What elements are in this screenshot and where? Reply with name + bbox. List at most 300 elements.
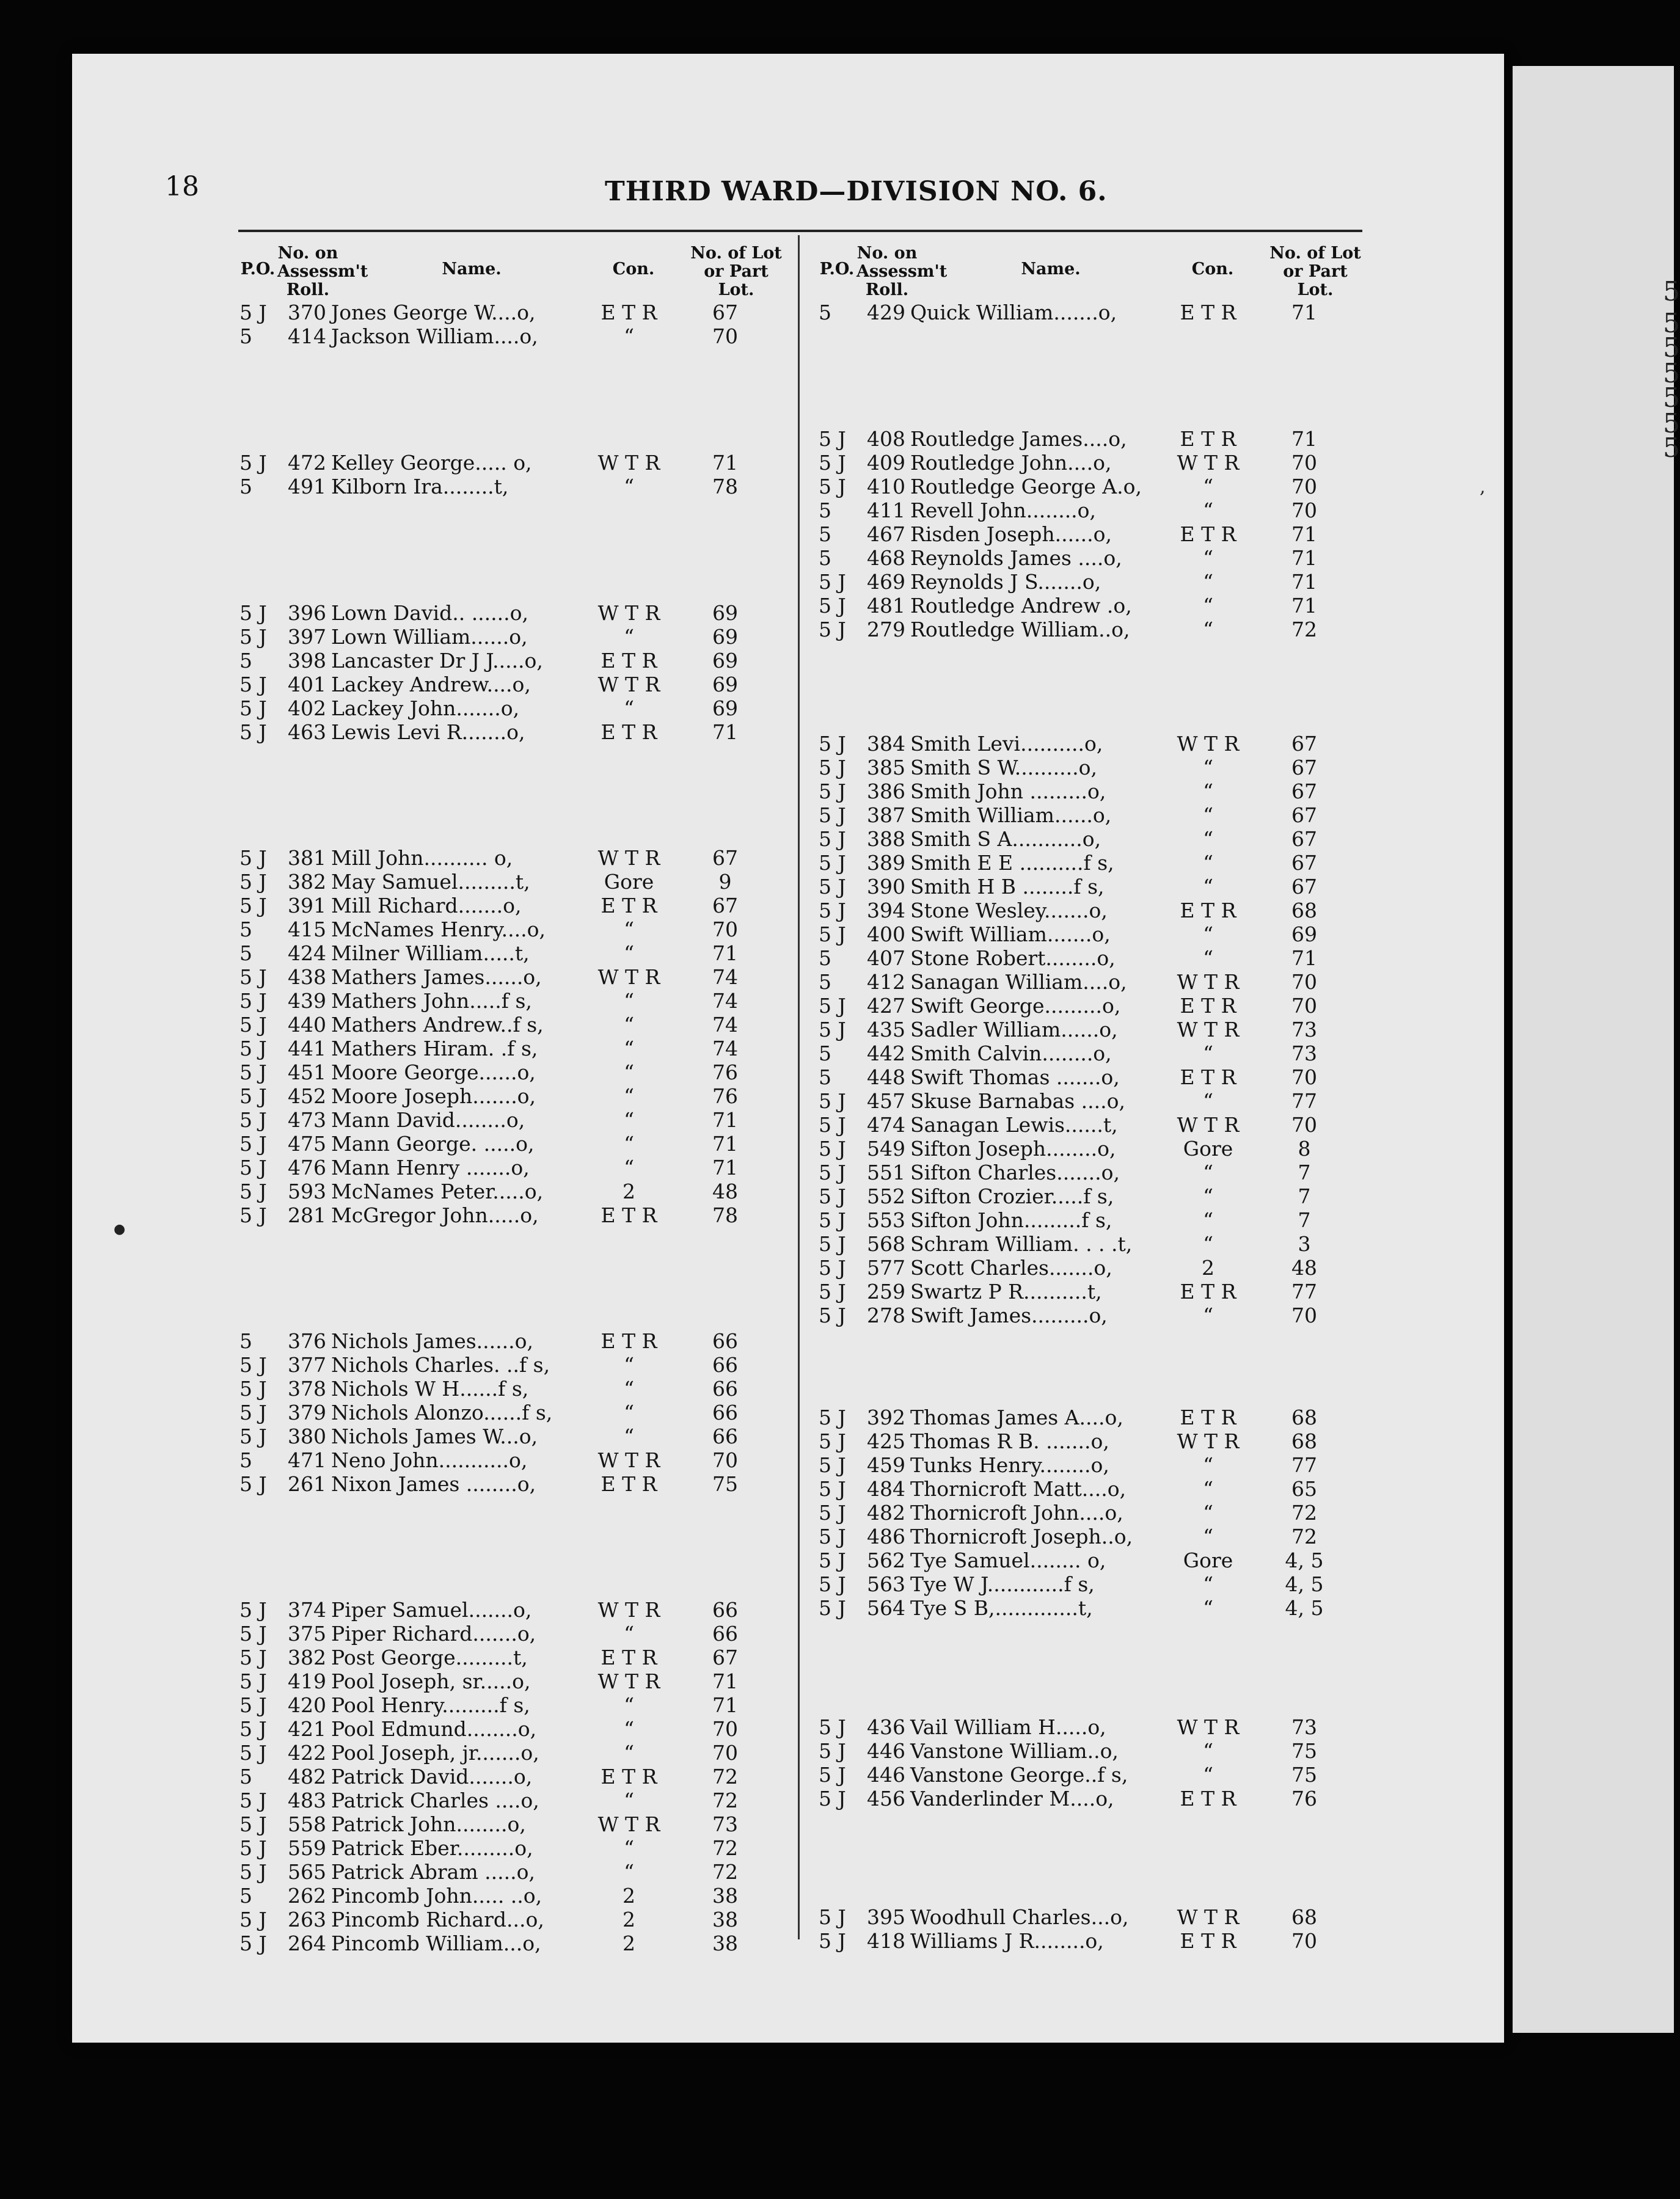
header-name: Name.: [1021, 260, 1081, 279]
entry-con: “: [1203, 1208, 1213, 1232]
entry-po: 5 J: [239, 1598, 267, 1622]
entry-name: Smith John .........o,: [910, 779, 1106, 803]
entry-roll: 374: [288, 1598, 326, 1622]
entry-lot: 70: [1291, 994, 1317, 1018]
entry-roll: 392: [867, 1406, 905, 1429]
entry-con: “: [624, 1860, 634, 1884]
list-item: [239, 846, 789, 870]
entry-name: Nichols James W...o,: [331, 1424, 538, 1448]
entry-roll: 402: [288, 696, 326, 720]
entry-name: Nichols W H......f s,: [331, 1377, 529, 1401]
entry-roll: 382: [288, 870, 326, 894]
entry-name: Sanagan William....o,: [910, 970, 1127, 994]
entry-name: Schram William. . . .t,: [910, 1232, 1133, 1256]
list-item: [819, 301, 1368, 325]
list-item: [239, 1669, 789, 1694]
list-item: [239, 1132, 789, 1156]
entry-con: “: [624, 1741, 634, 1765]
entry-con: “: [1203, 546, 1213, 570]
entry-con: “: [624, 1693, 634, 1717]
list-item: [239, 1598, 789, 1622]
entry-name: Neno John...........o,: [331, 1448, 528, 1472]
entry-con: “: [1203, 1184, 1213, 1208]
list-item: [239, 1789, 789, 1813]
entry-name: Lewis Levi R.......o,: [331, 720, 525, 744]
entry-lot: 68: [1291, 1406, 1317, 1429]
entry-po: 5: [819, 970, 831, 994]
entry-con: “: [624, 1424, 634, 1448]
entry-name: Mill Richard.......o,: [331, 894, 522, 917]
entry-po: 5 J: [819, 618, 846, 641]
entry-roll: 379: [288, 1401, 326, 1424]
entry-lot: 66: [712, 1622, 738, 1646]
list-item: [819, 1739, 1368, 1763]
entry-roll: 436: [867, 1715, 905, 1739]
entry-po: 5 J: [239, 1741, 267, 1765]
entry-lot: 70: [712, 1717, 738, 1741]
entry-con: W T R: [597, 451, 660, 475]
entry-lot: 66: [712, 1353, 738, 1377]
entry-con: W T R: [597, 673, 660, 696]
entry-po: 5 J: [819, 1280, 846, 1304]
entry-roll: 401: [288, 673, 326, 696]
entry-po: 5 J: [819, 1548, 846, 1572]
list-item: [819, 1453, 1368, 1478]
entry-po: 5 J: [239, 846, 267, 870]
entry-con: “: [1203, 1572, 1213, 1596]
adjacent-page-edge: [1513, 66, 1674, 2033]
entry-con: E T R: [601, 1765, 657, 1789]
entry-roll: 396: [288, 601, 326, 625]
entry-lot: 74: [712, 1013, 738, 1037]
entry-roll: 382: [288, 1646, 326, 1669]
entry-po: 5 J: [819, 1905, 846, 1929]
entry-roll: 559: [288, 1836, 326, 1860]
entry-lot: 73: [712, 1812, 738, 1836]
entry-lot: 38: [712, 1908, 738, 1931]
entry-con: “: [1203, 803, 1213, 827]
entry-po: 5 J: [819, 732, 846, 756]
entry-lot: 4, 5: [1285, 1548, 1324, 1572]
entry-lot: 76: [712, 1060, 738, 1084]
entry-lot: 71: [1291, 570, 1317, 594]
entry-lot: 67: [1291, 803, 1317, 827]
entry-con: “: [1203, 1525, 1213, 1548]
entry-con: E T R: [1180, 301, 1236, 324]
entry-po: 5 J: [819, 1501, 846, 1525]
entry-name: Piper Richard.......o,: [331, 1622, 536, 1646]
list-item: [239, 1203, 789, 1228]
entry-roll: 442: [867, 1041, 905, 1065]
entry-con: E T R: [1180, 1065, 1236, 1089]
entry-roll: 408: [867, 427, 905, 451]
entry-lot: 74: [712, 989, 738, 1013]
entry-lot: 75: [1291, 1739, 1317, 1763]
entry-con: “: [1203, 1089, 1213, 1113]
entry-lot: 38: [712, 1931, 738, 1955]
entry-roll: 469: [867, 570, 905, 594]
entry-lot: 70: [712, 1448, 738, 1472]
entry-lot: 71: [712, 1108, 738, 1132]
entry-name: Sadler William......o,: [910, 1018, 1118, 1041]
entry-po: 5 J: [239, 696, 267, 720]
entry-lot: 71: [712, 941, 738, 965]
entry-name: McNames Henry....o,: [331, 917, 546, 941]
header-lot: No. of Lot or Part Lot.: [690, 244, 782, 299]
edge-mark: 5: [1663, 308, 1680, 339]
header-name: Name.: [442, 260, 502, 279]
entry-lot: 76: [1291, 1787, 1317, 1811]
entry-name: Jackson William....o,: [331, 324, 538, 348]
entry-roll: 419: [288, 1669, 326, 1693]
entry-name: McGregor John.....o,: [331, 1203, 539, 1227]
entry-po: 5 J: [819, 1208, 846, 1232]
entry-name: Nixon James ........o,: [331, 1472, 536, 1496]
entry-con: “: [1203, 779, 1213, 803]
list-item: [239, 894, 789, 918]
entry-roll: 563: [867, 1572, 905, 1596]
entry-po: 5: [239, 941, 252, 965]
entry-po: 5 J: [819, 1113, 846, 1137]
entry-po: 5 J: [819, 827, 846, 851]
entry-name: Milner William.....t,: [331, 941, 530, 965]
entry-roll: 387: [867, 803, 905, 827]
entry-roll: 553: [867, 1208, 905, 1232]
entry-roll: 468: [867, 546, 905, 570]
entry-lot: 8: [1298, 1137, 1311, 1161]
entry-po: 5: [239, 649, 252, 673]
entry-po: 5 J: [819, 1787, 846, 1811]
entry-name: McNames Peter.....o,: [331, 1180, 544, 1203]
entry-name: Swift William.......o,: [910, 922, 1111, 946]
entry-lot: 67: [1291, 756, 1317, 779]
entry-lot: 69: [712, 696, 738, 720]
header-po: P.O.: [240, 260, 276, 279]
entry-name: Swift George.........o,: [910, 994, 1121, 1018]
list-item: [239, 1329, 789, 1354]
entry-roll: 388: [867, 827, 905, 851]
entry-roll: 593: [288, 1180, 326, 1203]
entry-con: Gore: [1183, 1548, 1233, 1572]
entry-con: “: [1203, 594, 1213, 618]
entry-roll: 484: [867, 1477, 905, 1501]
entry-lot: 73: [1291, 1715, 1317, 1739]
entry-con: “: [1203, 851, 1213, 875]
edge-mark: 5: [1663, 382, 1680, 414]
entry-po: 5 J: [239, 989, 267, 1013]
list-item: [239, 1037, 789, 1061]
list-item: [819, 827, 1368, 852]
entry-name: Patrick Charles ....o,: [331, 1789, 539, 1812]
entry-po: 5 J: [239, 1108, 267, 1132]
entry-con: “: [1203, 475, 1213, 498]
entry-roll: 376: [288, 1329, 326, 1353]
entry-lot: 71: [712, 720, 738, 744]
entry-name: Woodhull Charles...o,: [910, 1905, 1129, 1929]
entry-po: 5 J: [239, 301, 267, 324]
edge-mark: 5: [1663, 408, 1680, 439]
entry-po: 5 J: [819, 922, 846, 946]
entry-po: 5 J: [239, 673, 267, 696]
entry-con: “: [1203, 827, 1213, 851]
entry-roll: 259: [867, 1280, 905, 1304]
entry-roll: 425: [867, 1429, 905, 1453]
entry-lot: 69: [1291, 922, 1317, 946]
entry-roll: 456: [867, 1787, 905, 1811]
entry-po: 5 J: [819, 1232, 846, 1256]
list-item: [819, 451, 1368, 475]
entry-lot: 70: [1291, 1113, 1317, 1137]
list-item: [819, 1161, 1368, 1185]
list-item: [239, 1693, 789, 1718]
entry-roll: 422: [288, 1741, 326, 1765]
list-item: [819, 1596, 1368, 1621]
entry-con: “: [624, 1717, 634, 1741]
entry-name: Pool Joseph, sr.....o,: [331, 1669, 531, 1693]
entry-lot: 70: [1291, 498, 1317, 522]
list-item: [239, 1180, 789, 1204]
entry-con: “: [624, 1353, 634, 1377]
entry-po: 5 J: [239, 1353, 267, 1377]
entry-po: 5 J: [819, 994, 846, 1018]
entry-lot: 72: [712, 1860, 738, 1884]
entry-roll: 568: [867, 1232, 905, 1256]
entry-name: Tye Samuel........ o,: [910, 1548, 1106, 1572]
list-item: [819, 970, 1368, 994]
entry-con: “: [1203, 1596, 1213, 1620]
entry-po: 5 J: [239, 601, 267, 625]
entry-po: 5: [819, 946, 831, 970]
entry-roll: 471: [288, 1448, 326, 1472]
entry-con: Gore: [604, 870, 654, 894]
entry-con: W T R: [597, 1598, 660, 1622]
list-item: [819, 1477, 1368, 1501]
entry-lot: 4, 5: [1285, 1572, 1324, 1596]
entry-po: 5 J: [819, 1161, 846, 1184]
entry-po: 5 J: [239, 1622, 267, 1646]
entry-lot: 78: [712, 475, 738, 498]
entry-lot: 75: [712, 1472, 738, 1496]
entry-con: “: [624, 696, 634, 720]
entry-lot: 73: [1291, 1041, 1317, 1065]
entry-roll: 420: [288, 1693, 326, 1717]
entry-con: 2: [623, 1180, 635, 1203]
entry-con: W T R: [597, 1669, 660, 1693]
entry-con: “: [1203, 1304, 1213, 1327]
page-title: THIRD WARD—DIVISION NO. 6.: [605, 176, 1108, 207]
entry-po: 5 J: [819, 427, 846, 451]
list-item: [819, 1548, 1368, 1573]
entry-roll: 429: [867, 301, 905, 324]
entry-roll: 380: [288, 1424, 326, 1448]
entry-lot: 71: [1291, 546, 1317, 570]
entry-con: “: [1203, 1763, 1213, 1787]
entry-roll: 398: [288, 649, 326, 673]
entry-po: 5 J: [819, 1429, 846, 1453]
entry-po: 5 J: [819, 1256, 846, 1280]
entry-po: 5 J: [239, 1060, 267, 1084]
entry-po: 5 J: [819, 851, 846, 875]
entry-lot: 73: [1291, 1018, 1317, 1041]
entry-lot: 77: [1291, 1280, 1317, 1304]
entry-con: E T R: [601, 894, 657, 917]
entry-po: 5 J: [239, 1812, 267, 1836]
entry-name: Lackey Andrew....o,: [331, 673, 531, 696]
entry-name: Tye S B,.............t,: [910, 1596, 1093, 1620]
entry-po: 5 J: [239, 1860, 267, 1884]
entry-name: Smith S W..........o,: [910, 756, 1097, 779]
entry-name: Revell John........o,: [910, 498, 1097, 522]
entry-po: 5 J: [239, 894, 267, 917]
entry-po: 5 J: [819, 1525, 846, 1548]
entry-roll: 473: [288, 1108, 326, 1132]
entry-roll: 446: [867, 1739, 905, 1763]
entry-lot: 78: [712, 1203, 738, 1227]
list-item: [239, 1836, 789, 1861]
list-item: [239, 1108, 789, 1132]
entry-con: W T R: [1177, 1715, 1240, 1739]
entry-roll: 389: [867, 851, 905, 875]
entry-name: Moore George......o,: [331, 1060, 536, 1084]
list-item: [239, 720, 789, 745]
list-item: [239, 475, 789, 499]
entry-lot: 66: [712, 1424, 738, 1448]
entry-po: 5 J: [819, 1929, 846, 1953]
entry-lot: 72: [1291, 1525, 1317, 1548]
entry-po: 5: [239, 1765, 252, 1789]
list-item: [819, 1041, 1368, 1066]
entry-name: Williams J R........o,: [910, 1929, 1104, 1953]
entry-roll: 370: [288, 301, 326, 324]
entry-po: 5: [819, 498, 831, 522]
entry-con: E T R: [601, 1203, 657, 1227]
entry-po: 5 J: [819, 1137, 846, 1161]
entry-con: “: [624, 1156, 634, 1180]
entry-lot: 7: [1298, 1161, 1311, 1184]
entry-name: Smith S A...........o,: [910, 827, 1101, 851]
list-item: [239, 1156, 789, 1180]
entry-con: “: [624, 917, 634, 941]
entry-lot: 71: [1291, 427, 1317, 451]
entry-name: Patrick Eber.........o,: [331, 1836, 533, 1860]
entry-lot: 69: [712, 673, 738, 696]
entry-name: Patrick Abram .....o,: [331, 1860, 535, 1884]
entry-con: W T R: [1177, 1113, 1240, 1137]
list-item: [819, 570, 1368, 594]
entry-roll: 279: [867, 618, 905, 641]
entry-name: Sifton Joseph........o,: [910, 1137, 1116, 1161]
entry-name: Mathers James......o,: [331, 965, 542, 989]
list-item: [239, 1060, 789, 1085]
entry-con: E T R: [1180, 994, 1236, 1018]
entry-con: W T R: [1177, 970, 1240, 994]
header-roll: No. on Assessm't Roll.: [856, 244, 948, 299]
entry-lot: 71: [1291, 522, 1317, 546]
entry-lot: 71: [1291, 594, 1317, 618]
entry-roll: 407: [867, 946, 905, 970]
entry-con: “: [624, 1037, 634, 1060]
entry-roll: 424: [288, 941, 326, 965]
entry-name: Reynolds James ....o,: [910, 546, 1122, 570]
entry-name: Kelley George..... o,: [331, 451, 532, 475]
entry-con: 2: [623, 1884, 635, 1908]
entry-po: 5 J: [239, 1203, 267, 1227]
entry-name: Thornicroft Joseph..o,: [910, 1525, 1133, 1548]
list-item: [819, 1065, 1368, 1090]
entry-roll: 474: [867, 1113, 905, 1137]
entry-po: 5 J: [239, 965, 267, 989]
entry-name: Pincomb William...o,: [331, 1931, 541, 1955]
list-item: [819, 779, 1368, 804]
entry-lot: 71: [712, 1132, 738, 1156]
entry-roll: 549: [867, 1137, 905, 1161]
list-item: [819, 618, 1368, 642]
list-item: [819, 427, 1368, 451]
entry-roll: 418: [867, 1929, 905, 1953]
list-item: [819, 1018, 1368, 1042]
list-item: [819, 1208, 1368, 1233]
entry-po: 5 J: [819, 1304, 846, 1327]
entry-name: Routledge William..o,: [910, 618, 1130, 641]
entry-con: E T R: [1180, 1787, 1236, 1811]
entry-name: Piper Samuel.......o,: [331, 1598, 532, 1622]
entry-roll: 438: [288, 965, 326, 989]
entry-po: 5 J: [819, 803, 846, 827]
entry-po: 5 J: [239, 720, 267, 744]
entry-con: E T R: [1180, 427, 1236, 451]
entry-po: 5 J: [239, 1717, 267, 1741]
entry-lot: 67: [1291, 851, 1317, 875]
entry-lot: 9: [718, 870, 732, 894]
entry-roll: 577: [867, 1256, 905, 1280]
entry-name: Pincomb Richard...o,: [331, 1908, 544, 1931]
entry-con: “: [624, 625, 634, 649]
list-item: [239, 649, 789, 673]
list-item: [239, 1908, 789, 1932]
entry-lot: 67: [712, 846, 738, 870]
entry-name: Swift Thomas .......o,: [910, 1065, 1120, 1089]
list-item: [819, 1501, 1368, 1525]
entry-con: W T R: [597, 965, 660, 989]
entry-name: Nichols James......o,: [331, 1329, 533, 1353]
list-item: [239, 1931, 789, 1956]
entry-po: 5 J: [239, 1401, 267, 1424]
entry-po: 5 J: [819, 1763, 846, 1787]
entry-lot: 68: [1291, 1905, 1317, 1929]
entry-roll: 409: [867, 451, 905, 475]
entry-lot: 75: [1291, 1763, 1317, 1787]
list-item: [819, 1232, 1368, 1256]
list-item: [819, 498, 1368, 523]
list-item: [819, 1905, 1368, 1930]
list-item: [239, 1013, 789, 1037]
entry-lot: 67: [1291, 875, 1317, 899]
entry-roll: 491: [288, 475, 326, 498]
entry-lot: 38: [712, 1884, 738, 1908]
entry-roll: 481: [867, 594, 905, 618]
entry-name: Sanagan Lewis......t,: [910, 1113, 1118, 1137]
entry-con: “: [1203, 1232, 1213, 1256]
entry-lot: 77: [1291, 1089, 1317, 1113]
list-item: [819, 1137, 1368, 1161]
list-item: [239, 673, 789, 697]
list-item: [239, 1717, 789, 1741]
entry-lot: 72: [1291, 1501, 1317, 1525]
page-number: 18: [165, 171, 199, 202]
entry-con: “: [624, 1084, 634, 1108]
entry-con: “: [624, 1013, 634, 1037]
entry-roll: 475: [288, 1132, 326, 1156]
